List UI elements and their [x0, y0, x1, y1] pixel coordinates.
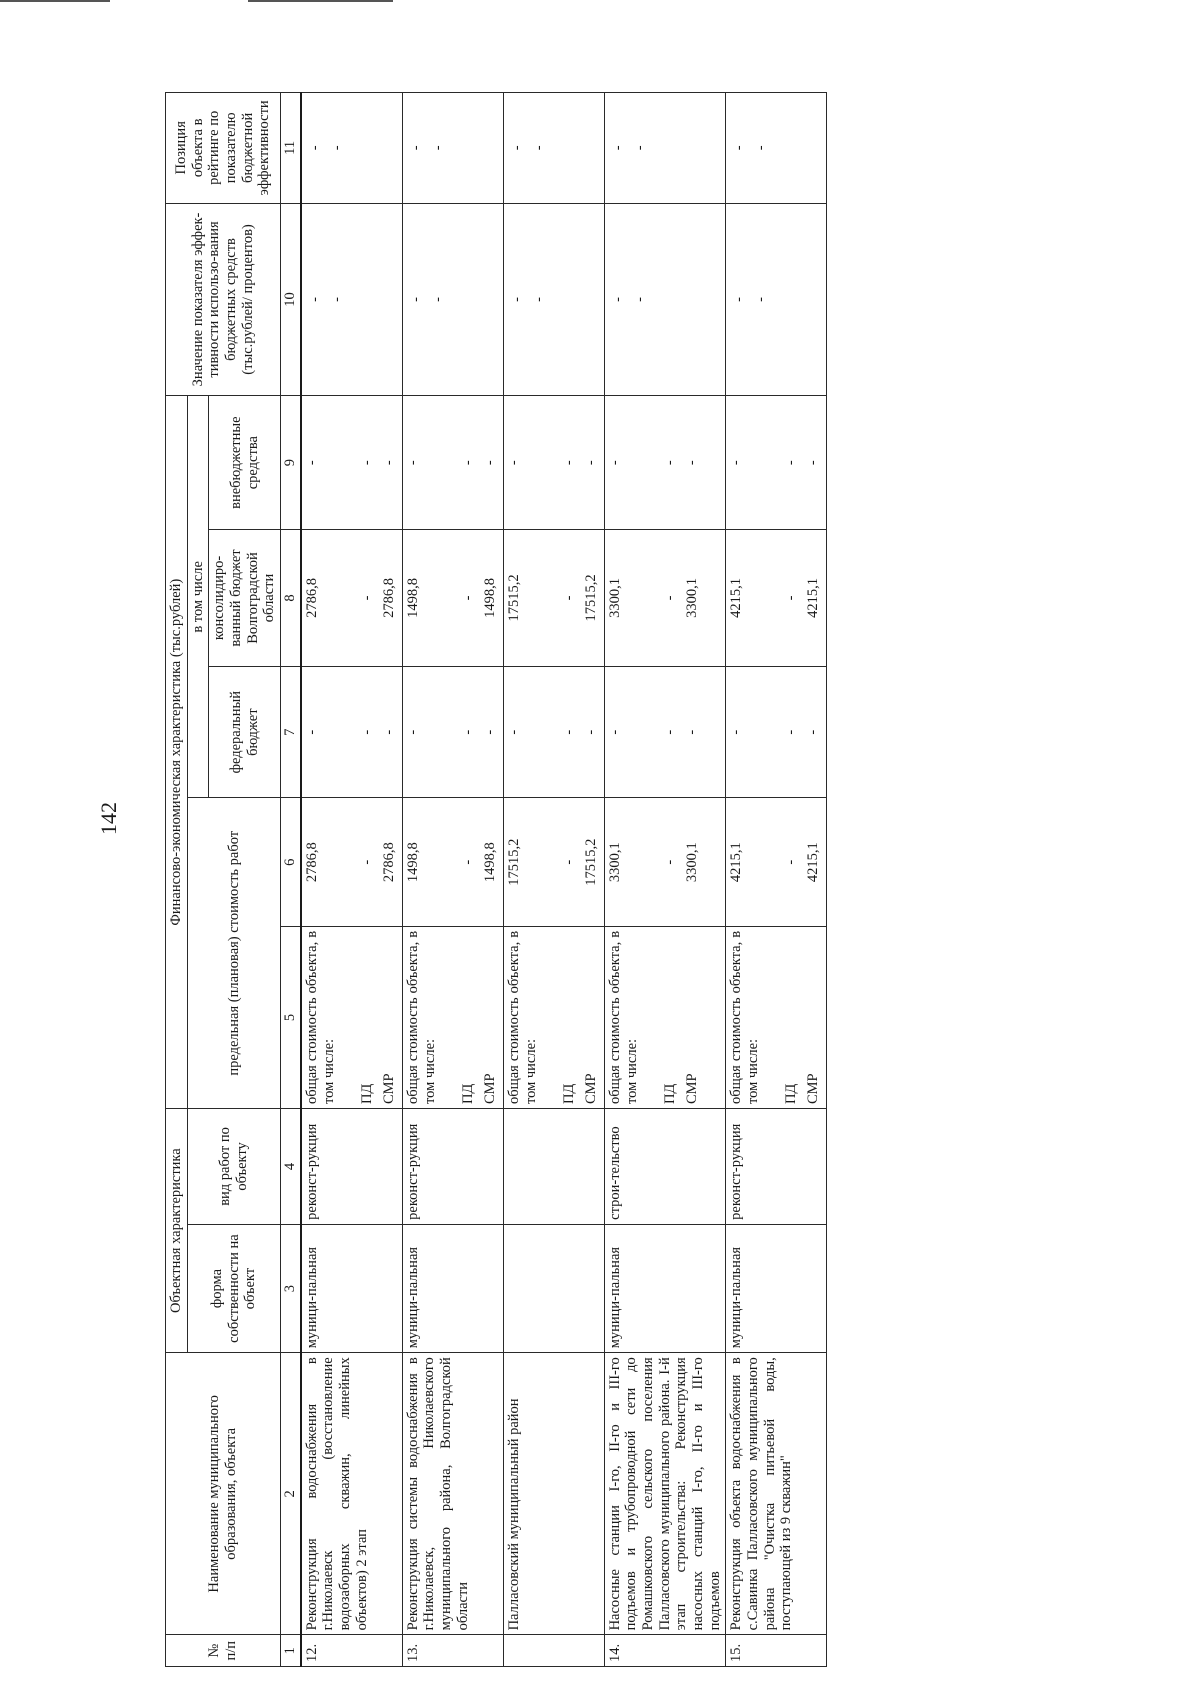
table-body: [281, 93, 827, 1667]
ownership-form: муници-пальная: [301, 1224, 403, 1352]
federal-budget-value: -: [459, 729, 476, 735]
regional-budget: [402, 530, 503, 667]
regional-budget-value: 17515,2: [582, 574, 599, 622]
extrabudgetary-funds: [301, 396, 403, 530]
work-type: реконст-рукция: [726, 1109, 827, 1225]
header-including: в том числе: [187, 396, 209, 798]
column-number: 3: [281, 1224, 301, 1352]
regional-budget: [726, 530, 827, 667]
rating-position-value: -: [530, 145, 547, 151]
regional-budget-value: -: [560, 595, 577, 601]
rotated-table-sheet: [165, 92, 1082, 1667]
efficiency-value: [726, 203, 827, 396]
rating-position-value: -: [508, 145, 525, 151]
efficiency-value-value: -: [306, 297, 323, 302]
extrabudgetary-funds-value: -: [683, 460, 700, 466]
extrabudgetary-funds-value: -: [560, 460, 577, 466]
total-cost-value: 1498,8: [481, 842, 498, 883]
extrabudgetary-funds: [726, 396, 827, 530]
header-work-type: вид работ по объекту: [187, 1109, 280, 1225]
cost-item-label: общая стоимость объекта, в том числе:: [728, 930, 762, 1105]
object-name: Насосные станции I-го, II-го и III-го подъемов и трубопроводной сети до Ромашковского сельского поселения Палласовского муниципального района. I-й этап строительства: Реконструкция насосных станций I-го, II-го и III-го подъемов: [604, 1353, 726, 1635]
total-cost-value: -: [560, 859, 577, 865]
regional-budget: [503, 530, 604, 667]
extrabudgetary-funds-value: -: [606, 460, 623, 466]
rating-position-value: -: [753, 145, 770, 151]
rating-position: [301, 93, 403, 204]
column-number: 7: [281, 666, 301, 798]
cost-item-label: СМР: [481, 1073, 498, 1105]
header-efficiency: Значение показателя эффек-тивности использо-вания бюджетных средств (тыс.рублей/ процентов): [166, 203, 281, 396]
regional-budget-value: -: [358, 595, 375, 601]
federal-budget: [503, 666, 604, 798]
extrabudgetary-funds-value: -: [805, 460, 822, 466]
regional-budget: [604, 530, 726, 667]
cost-item-label: СМР: [582, 1073, 599, 1105]
total-cost-value: 3300,1: [683, 842, 700, 883]
column-number: 2: [281, 1353, 301, 1635]
column-number: 11: [281, 93, 301, 204]
total-cost: [604, 798, 726, 926]
federal-budget-value: -: [303, 729, 320, 735]
efficiency-value: [503, 203, 604, 396]
regional-budget-value: 3300,1: [606, 578, 623, 618]
header-name: Наименование муниципального образования, объекта: [166, 1353, 281, 1635]
ownership-form: [503, 1224, 604, 1352]
total-cost-value: 17515,2: [505, 838, 522, 886]
federal-budget: [402, 666, 503, 798]
extrabudgetary-funds: [402, 396, 503, 530]
rating-position-value: -: [609, 145, 626, 151]
header-rating: Позиция объекта в рейтинге по показателю бюджетной эффективности: [166, 93, 281, 204]
regional-budget-value: 1498,8: [404, 578, 421, 618]
extrabudgetary-funds: [503, 396, 604, 530]
rating-position-value: -: [328, 145, 345, 151]
federal-budget-value: -: [805, 729, 822, 735]
total-cost-value: 3300,1: [606, 842, 623, 883]
cost-item-label: ПД: [560, 1083, 577, 1105]
rating-position-value: -: [731, 145, 748, 151]
regional-budget-value: 3300,1: [683, 578, 700, 618]
total-cost-value: 17515,2: [582, 838, 599, 886]
object-name: Палласовский муниципальный район: [503, 1353, 604, 1635]
regional-budget-value: -: [783, 595, 800, 601]
regional-budget-value: 1498,8: [481, 578, 498, 618]
efficiency-value-value: -: [609, 297, 626, 302]
rating-position: [503, 93, 604, 204]
cost-item-label: общая стоимость объекта, в том числе:: [606, 930, 640, 1105]
efficiency-value-value: -: [731, 297, 748, 302]
extrabudgetary-funds-value: -: [404, 460, 421, 466]
row-number: 14.: [604, 1635, 726, 1667]
cost-item-label: ПД: [459, 1083, 476, 1105]
total-cost-value: -: [358, 859, 375, 865]
federal-budget-value: -: [505, 729, 522, 735]
total-cost-value: 2786,8: [380, 842, 397, 883]
total-cost-value: -: [459, 859, 476, 865]
cost-items: [301, 926, 403, 1108]
federal-budget: [604, 666, 726, 798]
rating-position-value: -: [407, 145, 424, 151]
extrabudgetary-funds: [604, 396, 726, 530]
object-name: Реконструкция системы водоснабжения в г.Николаевск, Николаевского муниципального района, Волгоградской области: [402, 1353, 503, 1635]
cost-item-label: ПД: [661, 1083, 678, 1105]
regional-budget-value: 4215,1: [728, 578, 745, 618]
header-object-characteristics: Объектная характеристика: [166, 1109, 188, 1353]
efficiency-value: [301, 203, 403, 396]
efficiency-value-value: -: [631, 297, 648, 302]
federal-budget-value: -: [358, 729, 375, 735]
cost-item-label: СМР: [805, 1073, 822, 1105]
extrabudgetary-funds-value: -: [661, 460, 678, 466]
object-name: Реконструкция объекта водоснабжения в с.Савинка Палласовского муниципального района "Очистка питьевой воды, поступающей из 9 скважин": [726, 1353, 827, 1635]
total-cost: [726, 798, 827, 926]
extrabudgetary-funds-value: -: [582, 460, 599, 466]
total-cost-value: 1498,8: [404, 842, 421, 883]
federal-budget: [726, 666, 827, 798]
cost-item-label: общая стоимость объекта, в том числе:: [404, 930, 438, 1105]
ownership-form: муници-пальная: [726, 1224, 827, 1352]
total-cost-value: 2786,8: [303, 842, 320, 883]
efficiency-value: [604, 203, 726, 396]
table-row: [402, 93, 503, 1667]
column-number: 6: [281, 798, 301, 926]
rating-position: [604, 93, 726, 204]
federal-budget: [301, 666, 403, 798]
regional-budget-value: -: [459, 595, 476, 601]
table-row: [301, 93, 403, 1667]
extrabudgetary-funds-value: -: [783, 460, 800, 466]
efficiency-value: [402, 203, 503, 396]
federal-budget-value: -: [404, 729, 421, 735]
page-number: 142: [96, 802, 121, 835]
efficiency-value-value: -: [328, 297, 345, 302]
rating-position: [726, 93, 827, 204]
regional-budget-value: -: [661, 595, 678, 601]
regional-budget-value: 2786,8: [303, 578, 320, 618]
rating-position-value: -: [306, 145, 323, 151]
efficiency-value-value: -: [530, 297, 547, 302]
header-number: № п/п: [166, 1635, 281, 1667]
cost-item-label: общая стоимость объекта, в том числе:: [303, 930, 337, 1105]
regional-budget: [301, 530, 403, 667]
cost-items: [503, 926, 604, 1108]
efficiency-value-value: -: [753, 297, 770, 302]
header-financial-characteristics: Финансово-экономическая характеристика (тыс.рублей): [166, 396, 188, 1109]
header-extra: внебюджетные средства: [209, 396, 281, 530]
table-row: [503, 93, 604, 1667]
column-number: 8: [281, 530, 301, 667]
rating-position: [402, 93, 503, 204]
federal-budget-value: -: [728, 729, 745, 735]
federal-budget-value: -: [683, 729, 700, 735]
table-row: [604, 93, 726, 1667]
regional-budget-value: 17515,2: [505, 574, 522, 622]
header-cost: предельная (плановая) стоимость работ: [187, 798, 280, 1109]
total-cost-value: 4215,1: [805, 842, 822, 883]
object-name: Реконструкция водоснабжения в г.Николаевск (восстановление водозаборных скважин, линейных объектов) 2 этап: [301, 1353, 403, 1635]
work-type: строи-тельство: [604, 1109, 726, 1225]
column-number-row: [281, 93, 301, 1667]
extrabudgetary-funds-value: -: [380, 460, 397, 466]
header-ownership: форма собственности на объект: [187, 1224, 280, 1352]
column-number: 4: [281, 1109, 301, 1225]
total-cost-value: -: [783, 859, 800, 865]
header-federal: федеральный бюджет: [209, 666, 281, 798]
rating-position-value: -: [631, 145, 648, 151]
ownership-form: муници-пальная: [402, 1224, 503, 1352]
column-number: 5: [281, 926, 301, 1108]
row-number: 13.: [402, 1635, 503, 1667]
extrabudgetary-funds-value: -: [303, 460, 320, 466]
federal-budget-value: -: [606, 729, 623, 735]
work-type: реконст-рукция: [301, 1109, 403, 1225]
header-regional: консолидиро-ванный бюджет Волгоградской области: [209, 530, 281, 667]
federal-budget-value: -: [783, 729, 800, 735]
scan-edge-left: [0, 0, 110, 2]
row-number: [503, 1635, 604, 1667]
table-row: [726, 93, 827, 1667]
work-type: [503, 1109, 604, 1225]
total-cost: [402, 798, 503, 926]
work-type: реконст-рукция: [402, 1109, 503, 1225]
total-cost-value: -: [661, 859, 678, 865]
federal-budget-value: -: [582, 729, 599, 735]
cost-item-label: СМР: [380, 1073, 397, 1105]
federal-budget-value: -: [560, 729, 577, 735]
regional-budget-value: 2786,8: [380, 578, 397, 618]
extrabudgetary-funds-value: -: [505, 460, 522, 466]
scan-edge-right: [248, 0, 393, 2]
efficiency-value-value: -: [508, 297, 525, 302]
column-number: 9: [281, 396, 301, 530]
total-cost-value: 4215,1: [728, 842, 745, 883]
cost-items: [402, 926, 503, 1108]
cost-item-label: СМР: [683, 1073, 700, 1105]
extrabudgetary-funds-value: -: [459, 460, 476, 466]
row-number: 12.: [301, 1635, 403, 1667]
extrabudgetary-funds-value: -: [728, 460, 745, 466]
federal-budget-value: -: [661, 729, 678, 735]
cost-item-label: ПД: [358, 1083, 375, 1105]
cost-item-label: ПД: [783, 1083, 800, 1105]
total-cost: [301, 798, 403, 926]
cost-item-label: общая стоимость объекта, в том числе:: [505, 930, 539, 1105]
regional-budget-value: 4215,1: [805, 578, 822, 618]
row-number: 15.: [726, 1635, 827, 1667]
federal-budget-value: -: [481, 729, 498, 735]
cost-items: [726, 926, 827, 1108]
cost-items: [604, 926, 726, 1108]
ownership-form: муници-пальная: [604, 1224, 726, 1352]
column-number: 10: [281, 203, 301, 396]
federal-budget-value: -: [380, 729, 397, 735]
column-number: 1: [281, 1635, 301, 1667]
total-cost: [503, 798, 604, 926]
extrabudgetary-funds-value: -: [481, 460, 498, 466]
investment-objects-table: [165, 92, 827, 1667]
rating-position-value: -: [429, 145, 446, 151]
extrabudgetary-funds-value: -: [358, 460, 375, 466]
efficiency-value-value: -: [429, 297, 446, 302]
efficiency-value-value: -: [407, 297, 424, 302]
